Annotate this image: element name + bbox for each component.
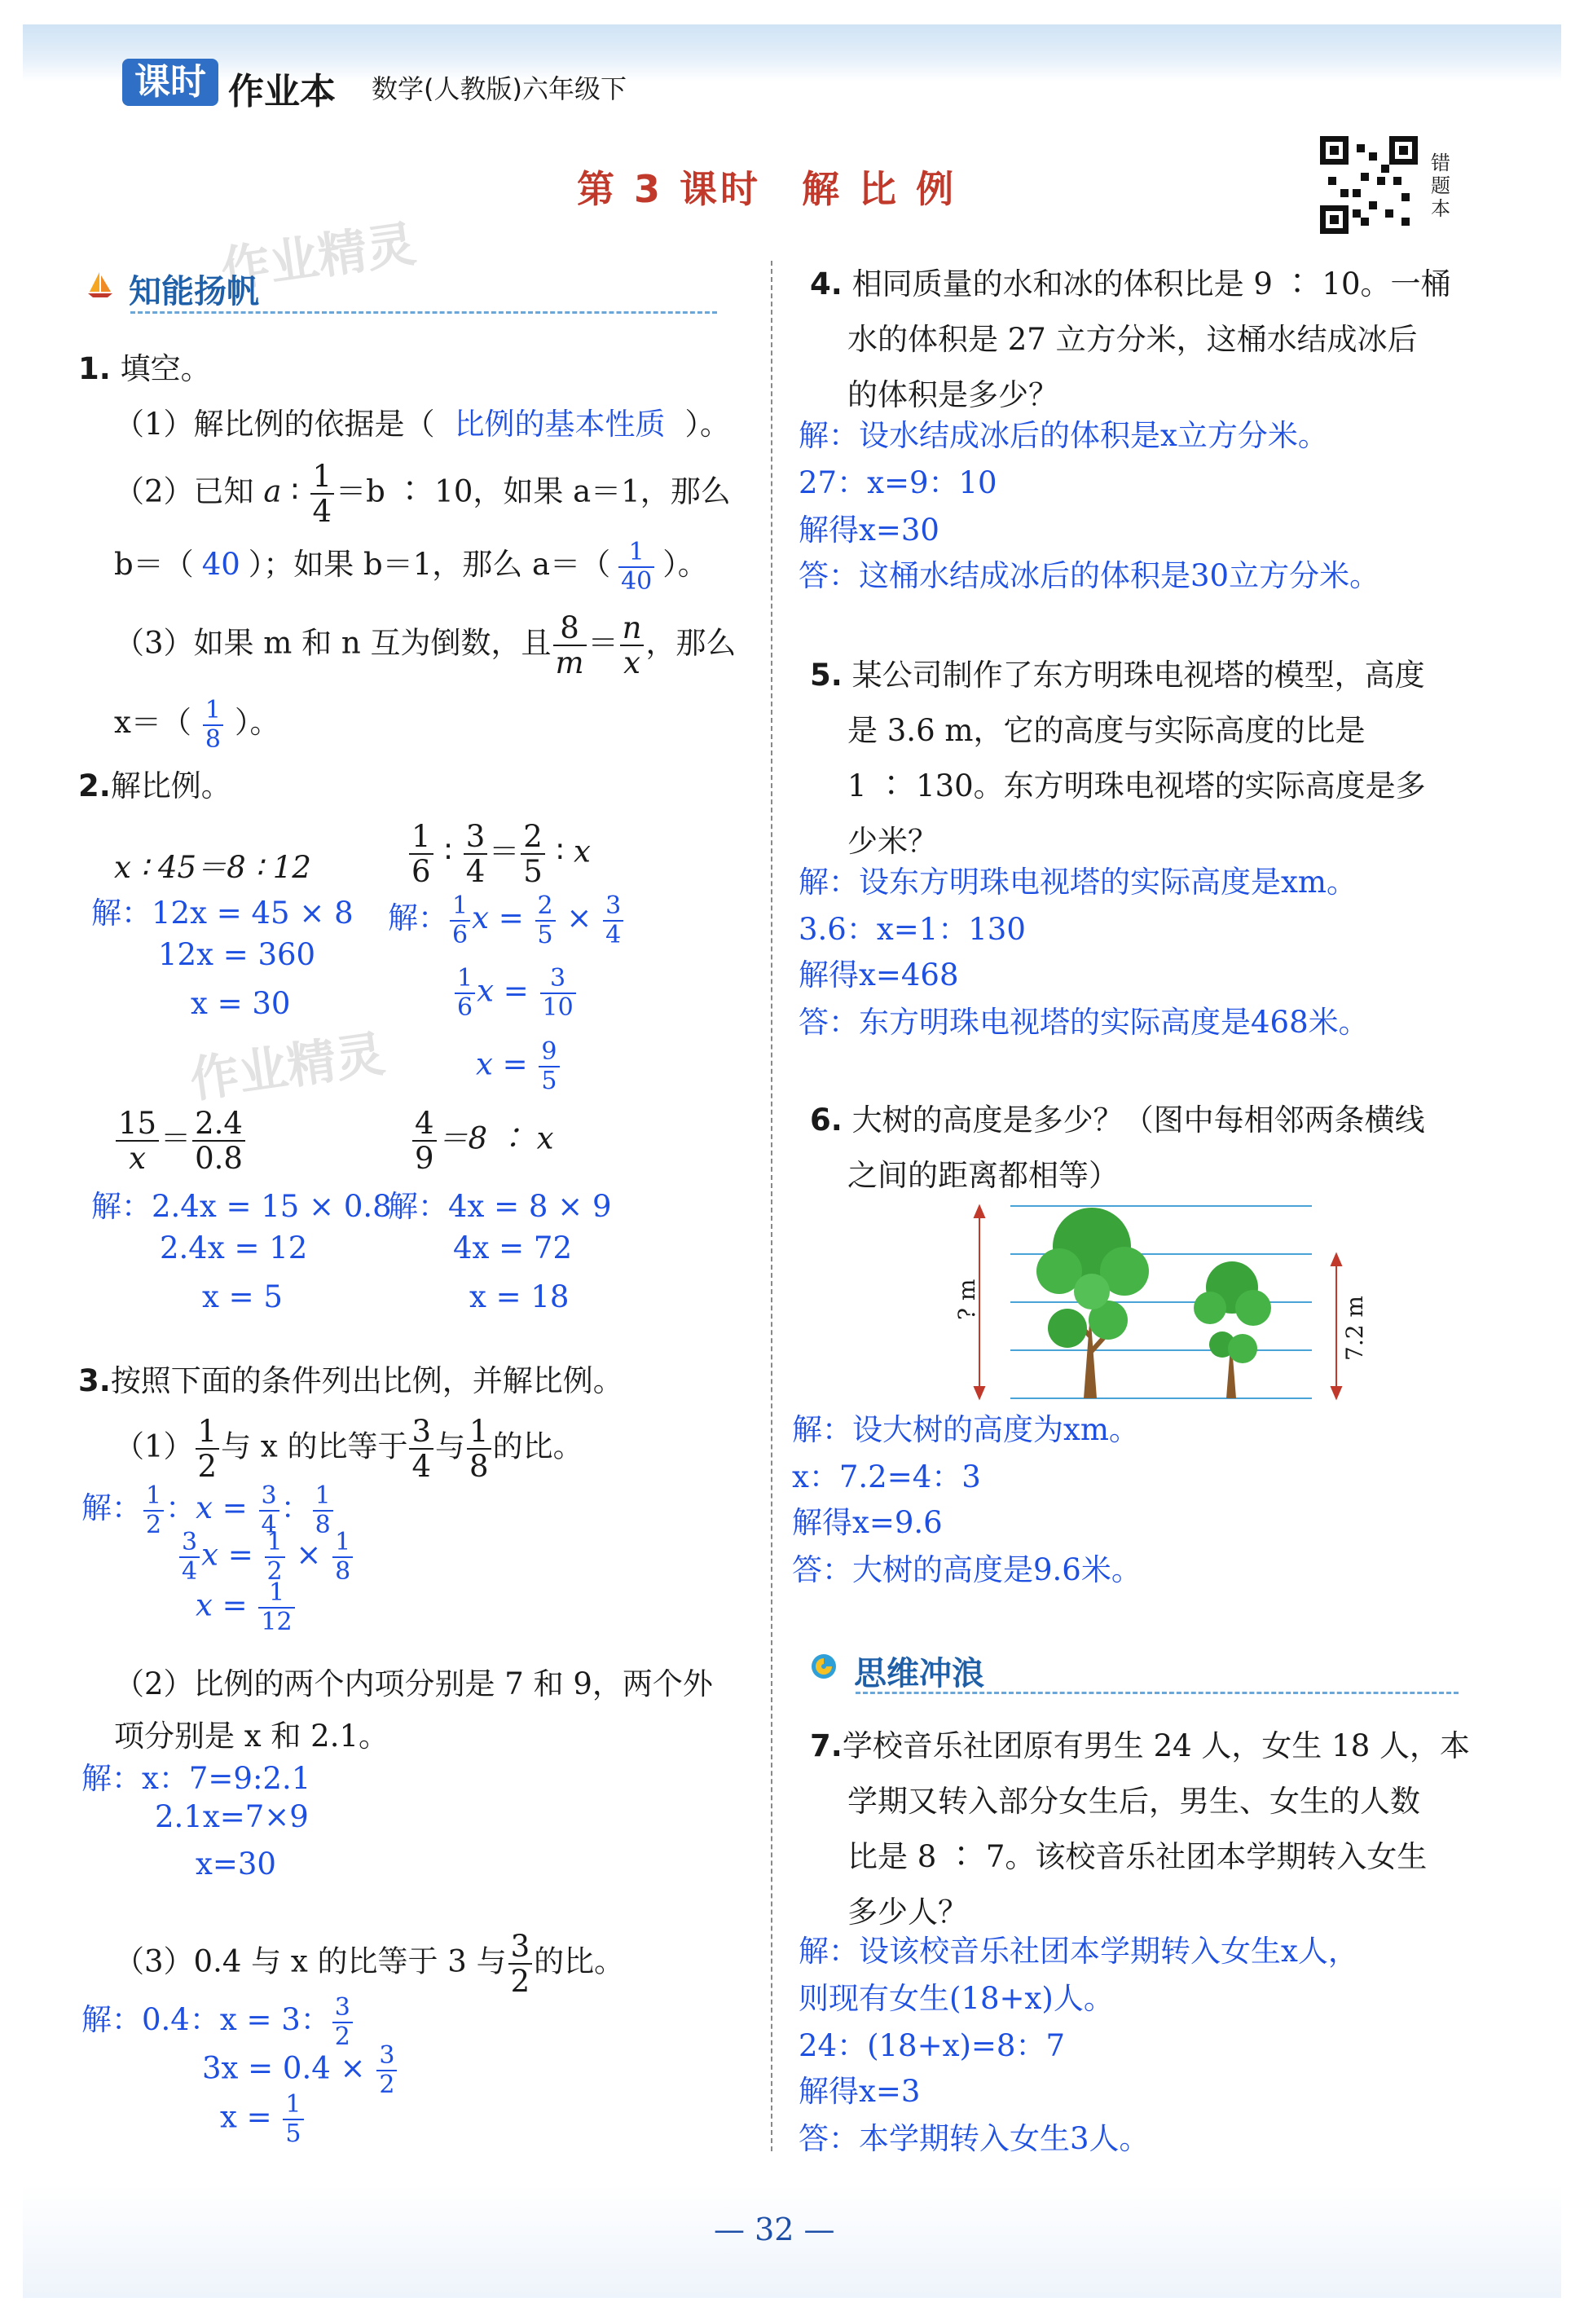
q4-line1: 4. 相同质量的水和冰的体积比是 9 ∶ 10。一桶	[810, 266, 1451, 302]
small-tree-height-label: 7.2 m	[1341, 1296, 1368, 1361]
q7-answer-2: 则现有女生(18+x)人。	[799, 1981, 1114, 2016]
q6-answer-1: 解：设大树的高度为xm。	[792, 1412, 1139, 1447]
q5-answer-2: 3.6：x=1：130	[799, 912, 1026, 947]
q5-answer-3: 解得x=468	[799, 957, 959, 993]
q6-line1: 6. 大树的高度是多少？（图中每相邻两条横线	[810, 1103, 1425, 1138]
q3-part3: （3）0.4 与 x 的比等于 3 与 $\frac{3}{2}$ 的比。	[114, 1929, 625, 1999]
q3-p2-step3: x=30	[196, 1846, 276, 1882]
q7-line2: 学期又转入部分女生后，男生、女生的人数	[847, 1784, 1420, 1819]
page-number: — 32 —	[714, 2212, 835, 2247]
swirl-icon	[810, 1653, 838, 1680]
q2d-step2: 4x = 72	[453, 1230, 573, 1265]
q2a-problem: x ∶ 45＝8 ∶ 12	[114, 850, 311, 885]
q2c-step3: x = 5	[202, 1279, 283, 1314]
q5-answer-4: 答：东方明珠电视塔的实际高度是468米。	[799, 1005, 1369, 1040]
q7-answer-1: 解：设该校音乐社团本学期转入女生x人，	[799, 1934, 1358, 1969]
q1-part2-line2: b＝（ 40 ）；如果 b＝1，那么 a＝（ $\frac{1}{40}$ ）。	[114, 537, 708, 596]
q3-p1-step1: 解： $\frac{1}{2}$ ：x = $\frac{3}{4}$ ： $\frac{1}{8}$	[81, 1483, 335, 1538]
q2d-step3: x = 18	[469, 1279, 570, 1314]
q2d-problem: $\frac{4}{9}$ ＝8 ∶ x	[411, 1108, 553, 1173]
tree-height-label: ? m	[953, 1279, 980, 1320]
q2a-step3: x = 30	[191, 986, 291, 1021]
q5-line1: 5. 某公司制作了东方明珠电视塔的模型，高度	[810, 658, 1425, 693]
qr-label: 错题本	[1431, 152, 1450, 220]
watermark: 作业精灵	[186, 1025, 389, 1110]
q2b-step1: 解： $\frac{1}{6}$ x = $\frac{2}{5}$ × $\frac{3}{4}$	[388, 893, 625, 948]
q5-line2: 是 3.6 m，它的高度与实际高度的比是	[847, 713, 1366, 748]
q7-answer-3: 24：(18+x)=8：7	[799, 2028, 1065, 2063]
q2c-step2: 2.4x = 12	[160, 1230, 308, 1265]
q5-answer-1: 解：设东方明珠电视塔的实际高度是xm。	[799, 865, 1357, 900]
q2b-step3: x = $\frac{9}{5}$	[476, 1040, 561, 1094]
q2a-step1: 解：12x = 45 × 8	[91, 896, 354, 931]
lesson-title: 第 3 课时 解 比 例	[577, 167, 957, 211]
q1-part1: （1）解比例的依据是（ 比例的基本性质 ）。	[114, 407, 731, 442]
q4-answer-4: 答：这桶水结成冰后的体积是30立方分米。	[799, 558, 1380, 593]
qr-code-icon[interactable]	[1320, 135, 1418, 235]
brand-name: 作业本	[228, 71, 336, 112]
q6-line2: 之间的距离都相等）	[847, 1158, 1119, 1193]
q1-part3-line2: x＝（ $\frac{1}{8}$ ）。	[114, 695, 280, 754]
q3-p3-step3: x = $\frac{1}{5}$	[220, 2093, 306, 2146]
q3-p3-step1: 解：0.4：x = 3： $\frac{3}{2}$	[81, 1995, 354, 2049]
q1-part2-line1: （2）已知 a ∶ $\frac{1}{4}$ ＝b ∶ 10，如果 a＝1，那么	[114, 459, 731, 529]
q5-line3: 1 ∶ 130。东方明珠电视塔的实际高度是多	[847, 768, 1426, 803]
section-title-2: 思维冲浪	[854, 1655, 984, 1692]
q2b-problem: $\frac{1}{6}$ ∶ $\frac{3}{4}$ ＝ $\frac{2}{5}$ ∶ x	[407, 821, 591, 887]
column-divider	[771, 261, 772, 2151]
brand-logo: 课时	[122, 59, 218, 106]
q2c-problem: $\frac{15}{x}$ ＝ $\frac{2.4}{0.8}$	[114, 1108, 247, 1173]
sailboat-icon	[86, 271, 114, 298]
q3-stem: 3.按照下面的条件列出比例，并解比例。	[78, 1363, 623, 1398]
q3-p1-step2: $\frac{3}{4}$ x = $\frac{1}{2}$ × $\frac{1}{8}$	[178, 1530, 354, 1584]
q7-answer-5: 答：本学期转入女生3人。	[799, 2121, 1150, 2156]
section-divider	[856, 1692, 1459, 1694]
q4-line3: 的体积是多少？	[847, 377, 1058, 412]
section-title-1: 知能扬帆	[129, 273, 259, 310]
q3-p2-step1: 解：x：7=9:2.1	[81, 1761, 311, 1796]
q4-line2: 水的体积是 27 立方分米，这桶水结成冰后	[847, 322, 1418, 357]
book-info: 数学(人教版)六年级下	[372, 73, 627, 104]
q6-answer-4: 答：大树的高度是9.6米。	[792, 1552, 1142, 1587]
q7-line4: 多少人？	[847, 1895, 968, 1930]
q3-p2-step2: 2.1x=7×9	[155, 1799, 309, 1834]
section-divider	[130, 311, 717, 314]
q5-line4: 少米？	[847, 824, 938, 859]
q2a-step2: 12x = 360	[158, 937, 316, 972]
q4-answer-1: 解：设水结成冰后的体积是x立方分米。	[799, 418, 1328, 453]
q2d-step1: 解：4x = 8 × 9	[388, 1189, 612, 1224]
q7-answer-4: 解得x=3	[799, 2074, 921, 2109]
q7-line3: 比是 8 ∶ 7。该校音乐社团本学期转入女生	[847, 1839, 1428, 1874]
q2b-step2: $\frac{1}{6}$ x = $\frac{3}{10}$	[453, 966, 578, 1020]
q3-part2-line1: （2）比例的两个内项分别是 7 和 9，两个外	[114, 1666, 713, 1701]
q6-answer-2: x：7.2=4：3	[792, 1459, 981, 1494]
q1-part3-line1: （3）如果 m 和 n 互为倒数，且 $\frac{8}{m}$ ＝ $\frac{n}{x}$ ，那么	[114, 610, 737, 680]
q3-part2-line2: 项分别是 x 和 2.1。	[114, 1719, 389, 1754]
q1-stem: 1. 填空。	[78, 351, 211, 386]
q3-p3-step2: 3x = 0.4 × $\frac{3}{2}$	[202, 2044, 398, 2097]
q1-p1-answer: 比例的基本性质	[454, 407, 666, 442]
q2-stem: 2.解比例。	[78, 768, 231, 803]
q3-part1: （1） $\frac{1}{2}$ 与 x 的比等于 $\frac{3}{4}$ 与 $\frac{1}{8}$ 的比。	[114, 1414, 583, 1484]
q4-answer-3: 解得x=30	[799, 513, 939, 548]
q3-p1-step3: x = $\frac{1}{12}$	[196, 1581, 297, 1635]
q7-line1: 7.学校音乐社团原有男生 24 人，女生 18 人，本	[810, 1728, 1471, 1763]
q4-answer-2: 27：x=9：10	[799, 465, 997, 500]
q2c-step1: 解：2.4x = 15 × 0.8	[91, 1189, 392, 1224]
watermark: 作业精灵	[217, 215, 420, 300]
q6-answer-3: 解得x=9.6	[792, 1505, 943, 1540]
tree-figure	[945, 1198, 1369, 1402]
